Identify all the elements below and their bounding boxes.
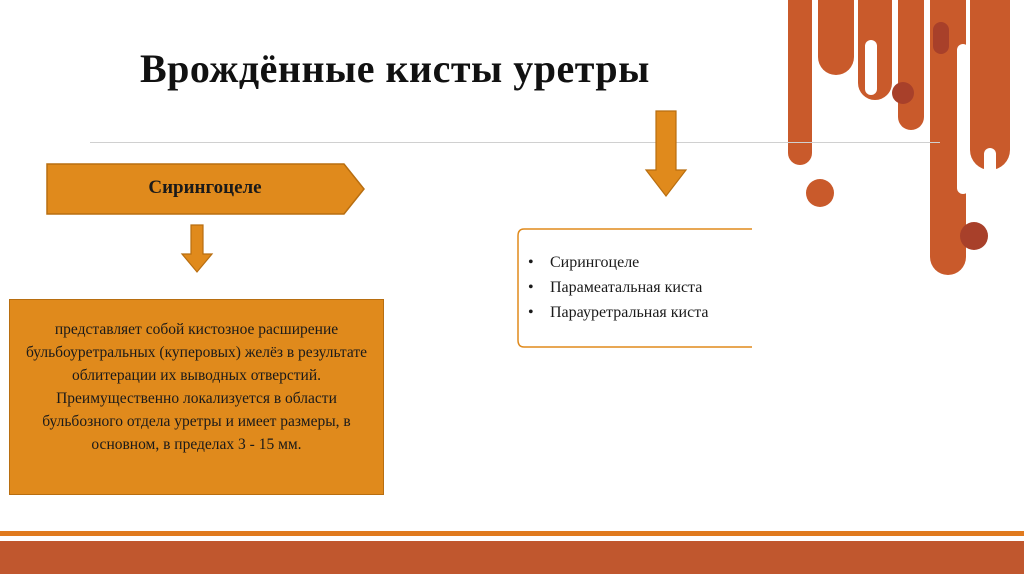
title-divider [90, 142, 940, 143]
type-list-box [516, 228, 752, 348]
list-item: • Сирингоцеле [528, 254, 640, 271]
footer-band [0, 541, 1024, 574]
description-text: представляет собой кистозное расширение бульбоуретральных (куперовых) желёз в результате облитерации их выводных отверстий. Преимущественно локализуется в области бульбозного отдела уретры и имеет размеры, в основном, в пределах 3 - 15 мм. [25, 321, 368, 453]
description-box [9, 299, 384, 495]
list-item: • Парауретральная киста [528, 304, 709, 321]
chevron-label: Сирингоцеле [148, 177, 262, 198]
list-item: • Парамеатальная киста [528, 279, 703, 296]
dripping-paint-decoration [770, 0, 1024, 300]
footer-accent-line [0, 531, 1024, 536]
type-list [528, 250, 709, 325]
down-arrow-icon [180, 224, 214, 274]
down-arrow-icon [644, 110, 688, 198]
slide-title: Врождённые кисты уретры [140, 46, 650, 91]
